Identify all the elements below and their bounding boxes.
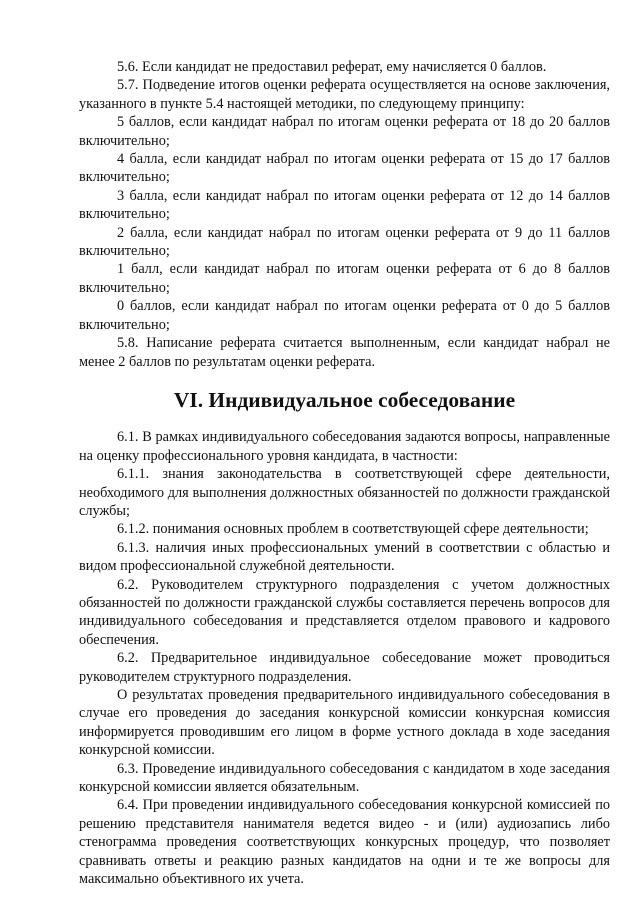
paragraph-5-6: 5.6. Если кандидат не предоставил реферат, ему начисляется 0 баллов. bbox=[117, 59, 547, 75]
paragraph-5-7: 5.7. Подведение итогов оценки реферата осуществляется на основе заключения, указанного в пункте 5.4 настоящей методики, по следующему принципу: bbox=[79, 77, 610, 112]
document-page bbox=[79, 58, 610, 888]
paragraph-6-1: 6.1. В рамках индивидуального собеседования задаются вопросы, направленные на оценку профессионального уровня кандидата, в частности: bbox=[79, 429, 610, 464]
paragraph-score-2: 2 балла, если кандидат набрал по итогам оценки реферата от 9 до 11 баллов включительно; bbox=[79, 224, 610, 260]
paragraph-6-3: 6.3. Проведение индивидуального собеседования с кандидатом в ходе заседания конкурсной комиссии является обязательным. bbox=[79, 760, 610, 796]
paragraph-6-1-3: 6.1.3. наличия иных профессиональных умений в соответствии с областью и видом профессиональной служебной деятельности. bbox=[79, 539, 610, 575]
paragraph-6-2-b: 6.2. Предварительное индивидуальное собеседование может проводиться руководителем структурного подразделения. bbox=[79, 650, 610, 685]
paragraph-5-8: 5.8. Написание реферата считается выполненным, если кандидат набрал не менее 2 баллов по результатам оценки реферата. bbox=[79, 335, 610, 370]
paragraph-score-5: 5 баллов, если кандидат набрал по итогам оценки реферата от 18 до 20 баллов включительно; bbox=[79, 114, 610, 149]
paragraph-6-1-2: 6.1.2. понимания основных проблем в соответствующей сфере деятельности; bbox=[117, 521, 589, 538]
paragraph-6-1-1: 6.1.1. знания законодательства в соответствующей сфере деятельности, необходимого для выполнения должностных обязанностей по должности гражданской службы; bbox=[79, 466, 610, 519]
paragraph-score-1: 1 балл, если кандидат набрал по итогам оценки реферата от 6 до 8 баллов включительно; bbox=[79, 261, 610, 296]
section-heading: VI. Индивидуальное собеседование bbox=[173, 387, 516, 412]
paragraph-results: О результатах проведения предварительного индивидуального собеседования в случае его проведения до заседания конкурсной комиссии конкурсная комиссия информируется проводившим его лицом в форме устного доклада в ходе заседания конкурсной комиссии. bbox=[79, 687, 610, 759]
paragraph-score-0: 0 баллов, если кандидат набрал по итогам оценки реферата от 0 до 5 баллов включительно; bbox=[79, 298, 610, 333]
paragraph-score-3: 3 балла, если кандидат набрал по итогам оценки реферата от 12 до 14 баллов включительно; bbox=[79, 187, 610, 223]
paragraph-score-4: 4 балла, если кандидат набрал по итогам оценки реферата от 15 до 17 баллов включительно; bbox=[79, 151, 610, 186]
paragraph-6-4: 6.4. При проведении индивидуального собеседования конкурсной комиссией по решению представителя нанимателя ведется видео - и (или) аудиозапись либо стенограмма проведения соответствующих конкурсных процедур, что позволяет сравнивать ответы и реакцию разных кандидатов на одни и те же вопросы для максимально объективного их учета. bbox=[79, 797, 610, 888]
paragraph-6-2-a: 6.2. Руководителем структурного подразделения с учетом должностных обязанностей по должности гражданской службы составляется перечень вопросов для индивидуального собеседования и представляется отделом правового и кадрового обеспечения. bbox=[79, 576, 610, 648]
